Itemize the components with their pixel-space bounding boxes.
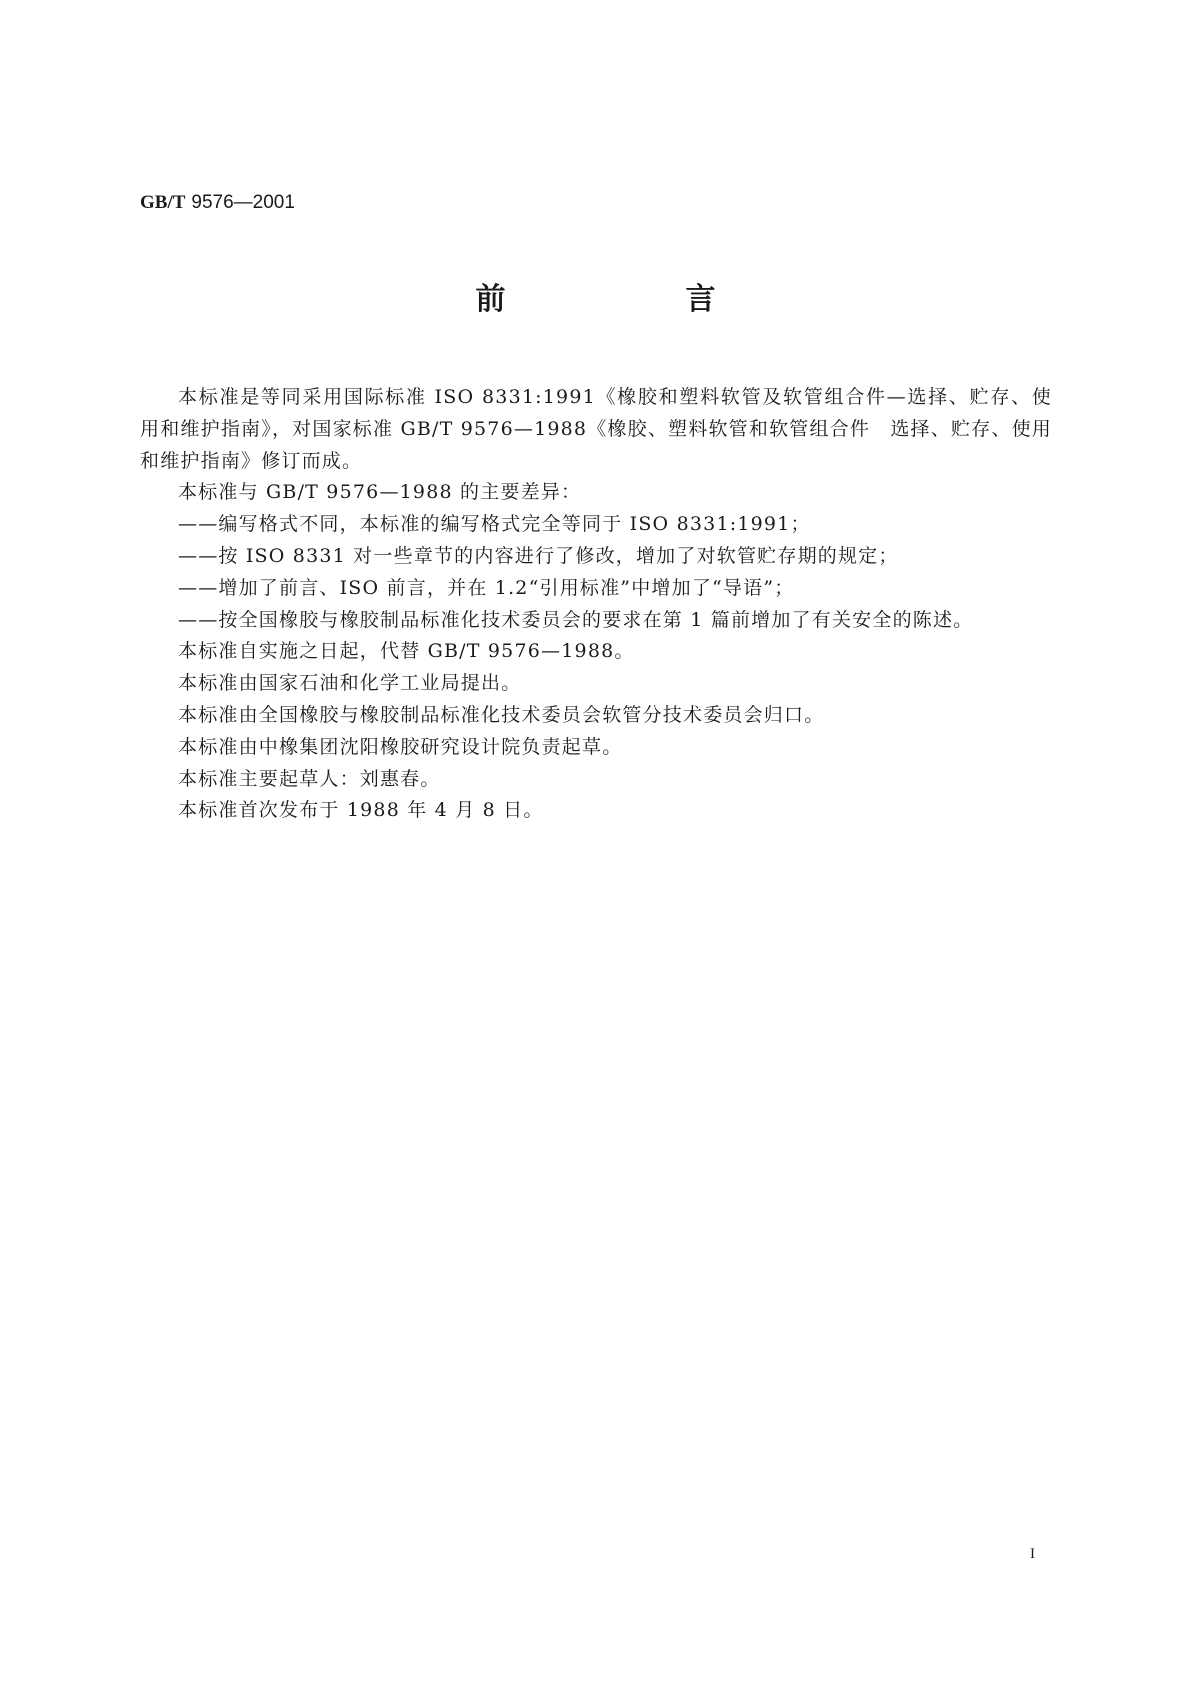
paragraph-drafters: 本标准主要起草人：刘惠春。 bbox=[178, 767, 441, 790]
list-item-format: ——编写格式不同，本标准的编写格式完全等同于 ISO 8331:1991； bbox=[178, 513, 811, 536]
paragraph-administered-by: 本标准由全国橡胶与橡胶制品标准化技术委员会软管分技术委员会归口。 bbox=[178, 703, 825, 726]
paragraph-differences: 本标准与 GB/T 9576—1988 的主要差异： bbox=[178, 481, 582, 504]
paragraph-intro: 本标准是等同采用国际标准 ISO 8331:1991《橡胶和塑料软管及软管组合件—选择、贮存、使用和维护指南》，对国家标准 GB/T 9576—1988《橡胶、塑料软管和软管组合件 选择、贮存、使用和维护指南》修订而成。 bbox=[140, 386, 1052, 472]
standard-code bbox=[140, 191, 295, 214]
page-number: I bbox=[1030, 1546, 1035, 1562]
list-item-chapters: ——按 ISO 8331 对一些章节的内容进行了修改，增加了对软管贮存期的规定； bbox=[178, 544, 899, 567]
paragraph-replaces: 本标准自实施之日起，代替 GB/T 9576—1988。 bbox=[178, 640, 635, 663]
standard-prefix: GB/T bbox=[140, 192, 186, 213]
standard-number: 9576—2001 bbox=[191, 192, 295, 213]
list-item-safety: ——按全国橡胶与橡胶制品标准化技术委员会的要求在第 1 篇前增加了有关安全的陈述。 bbox=[178, 608, 974, 631]
paragraph-first-issued: 本标准首次发布于 1988 年 4 月 8 日。 bbox=[178, 799, 544, 822]
paragraph-proposed-by: 本标准由国家石油和化学工业局提出。 bbox=[178, 672, 522, 695]
paragraph-drafted-by: 本标准由中橡集团沈阳橡胶研究设计院负责起草。 bbox=[178, 735, 623, 758]
foreword-body bbox=[140, 382, 1052, 827]
page-title: 前 言 bbox=[475, 282, 791, 317]
list-item-foreword: ——增加了前言、ISO 前言，并在 1.2“引用标准”中增加了“导语”； bbox=[178, 576, 795, 599]
